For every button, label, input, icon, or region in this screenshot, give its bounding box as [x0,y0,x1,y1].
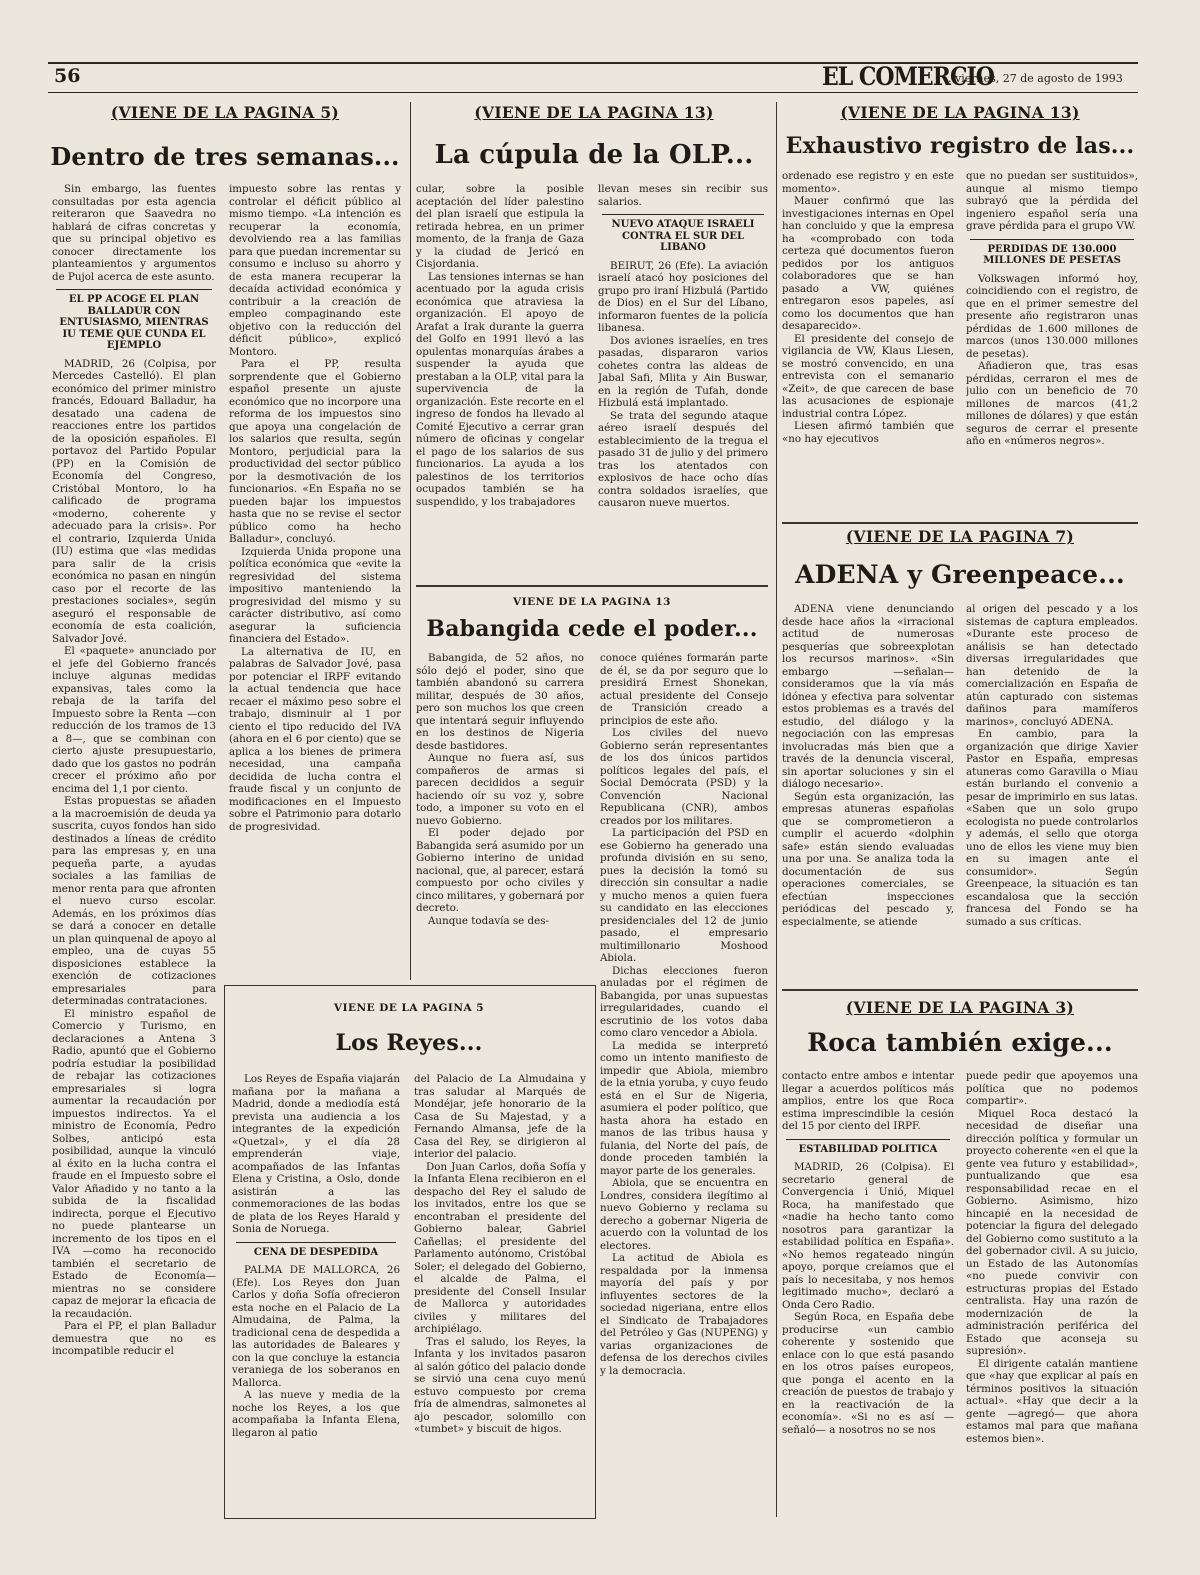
article-column [52,183,216,1518]
headline: Babangida cede el poder... [426,616,758,642]
article-column [416,652,584,977]
kicker: (VIENE DE LA PAGINA 3) [845,998,1075,1017]
kicker: (VIENE DE LA PAGINA 13) [840,103,1080,122]
paragraph: MADRID, 26 (Colpisa). El secretario general de Convergencia i Unió, Miquel Roca, ha manifestado que «nadie ha hecho tanto como nosotros para garantizar la estabilidad política en España». «No hemos regateado ningún apoyo, porque creíamos que el país lo necesitaba, y nos hemos legitimado mucho», declaró a Onda Cero Radio. [782,1161,954,1311]
paragraph: del Palacio de La Almudaina y tras saludar al Marqués de Mondéjar, jefe honorario de la Casa de Su Majestad, y a Fernando Almansa, jefe de la Casa del Rey, se dirigieron al interior del palacio. [414,1073,586,1160]
paragraph: Se trata del segundo ataque aéreo israelí después del establecimiento de la tregua el pasado 31 de julio y del primero tras los atentados con explosivos de hace ocho días contra soldados israelíes, que causaron nueve muertos. [598,409,768,509]
paragraph: Dos aviones israelíes, en tres pasadas, dispararon varios cohetes contra las aldeas de Jabal Safi, Mlita y Ain Buswar, en la región de Tufah, donde Hizbulá está implantado. [598,334,768,409]
subheading: EL PP ACOGE EL PLAN BALLADUR CON ENTUSIASMO, MIENTRAS IU TEME QUE CUNDA EL EJEMPLO [56,289,212,352]
masthead-logo: EL COMERCIO [822,62,994,92]
paragraph: Don Juan Carlos, doña Sofía y la Infanta Elena recibieron en el despacho del Rey el saludo de los invitados, entre los que se encontraban el presidente del Gobierno balear, Gabriel Cañellas; el presidente del Parlamento autónomo, Cristóbal Soler; el delegado del Gobierno, el alcalde de Palma, el presidente del Consell Insular de Mallorca y autoridades civiles y militares del archipiélago. [414,1160,586,1335]
headline: Exhaustivo registro de las... [785,133,1135,159]
paragraph: Las tensiones internas se han acentuado por la aguda crisis económica que atraviesa la organización. El apoyo de Arafat a Irak durante la guerra del Golfo en 1991 llevó a las opulentas monarquías árabes a suspender la ayuda que prestaban a la OLP, vital para la supervivencia de la organización. Este recorte en el ingreso de fondos ha llevado al Comité Ejecutivo a cerrar gran número de oficinas y congelar el pago de los salarios de sus funcionarios. La ayuda a los palestinos de los territorios ocupados también se ha suspendido, y los trabajadores [416,270,584,508]
paragraph: Abiola, que se encuentra en Londres, considera ilegítimo al nuevo Gobierno y reclama su derecho a gobernar Nigeria de acuerdo con la voluntad de los electores. [600,1177,768,1252]
paragraph: al origen del pescado y a los sistemas de captura empleados. «Durante este proceso de análisis se han detectado diversas irregularidades que han detenido de la comercialización en España de atún capturado con sistemas dañinos para mamíferos marinos», concluyó ADENA. [966,603,1138,728]
paragraph: El «paquete» anunciado por el jefe del Gobierno francés incluye algunas medidas expansivas, tales como la rebaja de la tarifa del Impuesto sobre la Renta —con reducción de los tramos de 13 a 8—, que se combinan con cierto ajuste presupuestario, dado que los gastos no podrán crecer el próximo año por encima del 1,1 por ciento. [52,645,216,795]
separator [410,102,411,980]
paragraph: Babangida, de 52 años, no sólo dejó el poder, sino que también abandonó su carrera militar, después de 30 años, pero son muchos los que creen que intentará seguir influyendo en los destinos de Nigeria desde bastidores. [416,652,584,752]
headline: Los Reyes... [335,1030,483,1056]
paragraph: Estas propuestas se añaden a la macroemisión de deuda ya suscrita, cuyos fondos han sido destinados a líneas de crédito para las empresas y, en una pequeña parte, a ayudas sociales a las familias de menor renta para que afronten el nuevo curso escolar. Además, en los próximos días se dará a conocer en detalle un plan quinquenal de apoyo al empleo, una de cuyas 55 disposiciones establece la exención de cotizaciones empresariales para determinadas contrataciones. [52,795,216,1007]
separator [776,102,777,1517]
page-number: 56 [54,65,81,87]
headline: ADENA y Greenpeace... [795,560,1125,589]
paragraph: Según esta organización, las empresas atuneras españolas que se comprometieron a cumplir el acuerdo «dolphin safe» están siendo evaluadas una por una. Se analiza toda la documentación de sus operaciones comerciales, se efectúan inspecciones periódicas del pescado y, especialmente, se atiende [782,790,954,928]
article-column [782,170,954,520]
paragraph: El ministro español de Comercio y Turismo, en declaraciones a Antena 3 Radio, apuntó que el Gobierno podría estudiar la posibilidad de rebajar las cotizaciones empresariales si logra aumentar la recaudación por impuestos indirectos. Ya el ministro de Economía, Pedro Solbes, anticipó esta posibilidad, aunque la vinculó al éxito en la lucha contra el fraude en el Impuesto sobre el Valor Añadido y no tanto a la subida de la fiscalidad indirecta, porque el Ejecutivo no puede plantearse un incremento de los tipos en el IVA —como ha reconocido también el secretario de Estado de Economía— mientras no se considere capaz de mejorar la eficacia de la recaudación. [52,1007,216,1320]
paragraph: El presidente del consejo de vigilancia de VW, Klaus Liesen, se mostró convencido, en una entrevista con el semanario «Zeit», de que carecen de base las acusaciones de espionaje industrial contra López. [782,332,954,420]
header-date: . viernes, 27 de agosto de 1993 [948,72,1123,85]
section-divider [416,585,768,587]
headline: Roca también exige... [807,1028,1113,1057]
paragraph: Para el PP, el plan Balladur demuestra que no es incompatible reducir el [52,1320,216,1357]
paragraph: BEIRUT, 26 (Efe). La aviación israelí atacó hoy posiciones del grupo pro iraní Hizbulá (Partido de Dios) en el Sur del Líbano, informaron fuentes de la policía libanesa. [598,259,768,334]
paragraph: puede pedir que apoyemos una política que no podemos compartir». [966,1070,1138,1107]
paragraph: llevan meses sin recibir sus salarios. [598,183,768,208]
article-column [600,652,768,1512]
paragraph: impuesto sobre las rentas y controlar el déficit público al mismo tiempo. «La intención es recuperar la economía, devolviendo rea a las familias para que puedan incrementar su consumo e incluso su ahorro y de esta manera recuperar la decaída actividad económica y contribuir a la creación de empleo compaginando este objetivo con la reducción del déficit público», explicó Montoro. [229,183,401,358]
paragraph: El dirigente catalán mantiene que «hay que explicar al país en términos positivos la situación actual». «Hay que decir a la gente —agregó— que ahora estamos mal para que mañana estemos bien». [966,1357,1138,1445]
header-rule-bottom [48,92,1138,93]
headline: Dentro de tres semanas... [50,142,400,171]
article-column [232,1073,400,1513]
paragraph: En cambio, para la organización que dirige Xavier Pastor en España, empresas atuneras como Garavilla o Miau están burlando el convenio a pesar de imprimirlo en sus latas. «Saben que un solo grupo ecologista no puede controlarlos y además, el sello que otorga uno de ellos les viene muy bien en su imagen ante el consumidor». Según Greenpeace, la situación es tan escandalosa que la sección francesa del Fondo se ha sumado a sus críticas. [966,728,1138,928]
paragraph: La actitud de Abiola es respaldada por la inmensa mayoría del país y por influyentes sectores de la sociedad nigeriana, entre ellos el Sindicato de Trabajadores del Petróleo y Gas (NUPENG) y varias organizaciones de defensa de los derechos civiles y la democracia. [600,1252,768,1377]
paragraph: Según Roca, en España debe producirse «un cambio coherente y sostenido que enlace con lo que está pasando en los otros países europeos, que ponga el acento en la creación de puestos de trabajo y en la reactivación de la economía». «Si no es así —señaló— a nosotros no se nos [782,1311,954,1436]
paragraph: Para el PP, resulta sorprendente que el Gobierno español presente un ajuste económico que no incorpore una reforma de los impuestos sino que apoya una congelación de los salarios que resulta, según Montoro, perjudicial para la productividad del sector público por la desmotivación de los funcionarios. «En España no se pueden bajar los impuestos hasta que no se revise el sector público como ha hecho Balladur», concluyó. [229,358,401,545]
paragraph: Los civiles del nuevo Gobierno serán representantes de los dos únicos partidos políticos legales del país, el Social Demócrata (PSD) y la Convención Nacional Republicana (CNR), ambos creados por los militares. [600,727,768,827]
kicker: (VIENE DE LA PAGINA 5) [110,103,340,122]
paragraph: PALMA DE MALLORCA, 26 (Efe). Los Reyes don Juan Carlos y doña Sofía ofrecieron esta noche en el Palacio de La Almudaina, de Palma, la tradicional cena de despedida a las autoridades de Baleares y con la que concluye la estancia veraniega de los soberanos en Mallorca. [232,1264,400,1389]
subheading: PERDIDAS DE 130.000 MILLONES DE PESETAS [970,239,1134,267]
paragraph: Liesen afirmó también que «no hay ejecutivos [782,420,954,445]
paragraph: Aunque todavía se des- [428,914,549,927]
kicker: VIENE DE LA PAGINA 5 [333,1002,485,1014]
paragraph: Dichas elecciones fueron anuladas por el régimen de Babangida, por unas supuestas irregularidades, cuando el escrutinio de los votos daba como claro vencedor a Abiola. [600,964,768,1039]
subheading: ESTABILIDAD POLITICA [786,1139,950,1156]
section-divider [782,989,1138,991]
paragraph: La medida se interpretó como un intento manifiesto de impedir que Abiola, miembro de la etnia yoruba, y cuyo feudo está en el Sur de Nigeria, asumiera el poder político, que hasta ahora ha estado en manos de las tribus hausa y fulania, del Norte del país, de donde proceden también la mayor parte de los generales. [600,1039,768,1177]
paragraph: A las nueve y media de la noche los Reyes, a los que acompañaba la Infanta Elena, llegaron al patio [232,1389,400,1439]
article-column [416,183,584,578]
paragraph: que no puedan ser sustituidos», aunque al mismo tiempo subrayó que la pérdida del ingeniero español sería una grave pérdida para el grupo VW. [966,170,1138,232]
subheading: NUEVO ATAQUE ISRAELI CONTRA EL SUR DEL LIBANO [602,214,764,254]
paragraph: Tras el saludo, los Reyes, la Infanta y los invitados pasaron al salón gótico del palacio donde se sirvió una cena cuyo menú estuvo compuesto por crema fría de almendras, salmonetes al ajo pescador, solomillo con «tumbet» y biscuit de higos. [414,1335,586,1435]
paragraph: Izquierda Unida propone una política económica que «evite la regresividad del sistema impositivo manteniendo la progresividad del mismo y su carácter distributivo, así como asegurar la suficiencia financiera del Estado». [229,545,401,645]
section-divider [782,522,1138,524]
paragraph: Los Reyes de España viajarán mañana por la mañana a Madrid, donde a mediodía está prevista una audiencia a los integrantes de la expedición «Quetzal», y el día 28 emprenderán viaje, acompañados de las Infantas Elena y Cristina, a Oslo, donde asistirán a las conmemoraciones de las bodas de plata de los Reyes Harald y Sonia de Noruega. [232,1073,400,1235]
article-column [966,1070,1138,1515]
kicker: (VIENE DE LA PAGINA 7) [845,527,1075,546]
article-column [966,170,1138,520]
kicker: (VIENE DE LA PAGINA 13) [474,103,714,122]
subheading: CENA DE DESPEDIDA [236,1242,396,1259]
paragraph: Aunque no fuera así, sus compañeros de armas si parecen decididos a seguir haciendo oír su voz y, sobre todo, a imponer su voto en el nuevo Gobierno. [416,752,584,827]
paragraph: cular, sobre la posible aceptación del líder palestino del plan israelí que estipula la retirada hebrea, en un primer momento, de la franja de Gaza y la ciudad de Jericó en Cisjordania. [416,183,584,270]
paragraph: Añadieron que, tras esas pérdidas, cerraron el mes de julio con un beneficio de 70 millones de marcos (41,2 millones de dólares) y que están seguros de cerrar el presente año en «números negros». [966,360,1138,447]
paragraph: conoce quiénes formarán parte de él, se da por seguro que lo presidirá Ernest Shonekan, actual presidente del Consejo de Transición creado a principios de este año. [600,652,768,727]
paragraph: contacto entre ambos e intentar llegar a acuerdos políticos más amplios, entre los que Roca estima imprescindible la cesión del 15 por ciento del IRPF. [782,1070,954,1132]
paragraph: El poder dejado por Babangida será asumido por un Gobierno interino de unidad nacional, que, al parecer, estará compuesto por ocho civiles y cinco militares, y gobernará por decreto. [416,827,584,914]
article-column [598,183,768,578]
article-column [966,603,1138,985]
paragraph: La participación del PSD en ese Gobierno ha generado una profunda división en su seno, pues la decisión la tomó su dirección sin consultar a nadie y mucho menos a quien fuera su candidato en las elecciones presidenciales del 12 de junio pasado, el empresario multimillonario Moshood Abiola. [600,827,768,964]
paragraph: Miquel Roca destacó la necesidad de diseñar una dirección política y formular un proyecto coherente «en el que la gente vea futuro y estabilidad», puntualizando que esa responsabilidad recae en el Gobierno. Asimismo, hizo hincapié en la necesidad de potenciar la figura del delegado del Gobierno como sustituto a la del gobernador civil. A su juicio, un Estado de las Autonomías «no puede convivir con estructuras propias del Estado centralista. Hay una razón de modernización de la administración periférica del Estado que aconseja su supresión». [966,1107,1138,1357]
article-column [782,603,954,985]
headline: La cúpula de la OLP... [434,140,754,170]
paragraph: Volkswagen informó hoy, coincidiendo con el registro, de que en el primer semestre del presente año registraron unas pérdidas de 1.600 millones de marcos (unos 130.000 millones de pesetas). [966,272,1138,360]
article-column [782,1070,954,1515]
kicker: VIENE DE LA PAGINA 13 [513,596,671,608]
paragraph: ADENA viene denunciando desde hace años la «irracional actitud de numerosas pesquerías que sobreexplotan los recursos marinos». «Sin embargo —señalan— consideramos que la vía más idónea y efectiva para solventar estos problemas es a través del estudio, del diálogo y la negociación con las empresas involucradas más bien que a través de la denuncia visceral, sin aportar soluciones y sin el diálogo necesario». [782,603,954,790]
paragraph: MADRID, 26 (Colpisa, por Mercedes Castelló). El plan económico del primer ministro francés, Edouard Balladur, ha desatado una cadena de reacciones entre los partidos de la oposición españoles. El portavoz del Partido Popular (PP) en la Comisión de Economía del Congreso, Cristóbal Montoro, lo ha calificado de programa «moderno, coherente y adecuado para la crisis». Por el contrario, Izquierda Unida (IU) estima que «las medidas para salir de la crisis económica no pasan en ningún caso por el recorte de las prestaciones sociales», según aseguró el responsable de economía de esta coalición, Salvador Jové. [52,357,216,645]
paragraph: La alternativa de IU, en palabras de Salvador Jové, pasa por potenciar el IRPF evitando la actual tendencia que hace recaer el máximo peso sobre el trabajo, disminuir al 1 por ciento el tipo reducido del IVA (ahora en el 6 por ciento) que se aplica a los bienes de primera necesidad, una campaña decidida de lucha contra el fraude fiscal y un conjunto de modificaciones en el Impuesto sobre el Patrimonio para dotarlo de progresividad. [229,645,401,833]
article-column [414,1073,586,1513]
paragraph: Mauer confirmó que las investigaciones internas en Opel han concluido y que la empresa ha «comprobado con toda certeza qué documentos fueron pedidos por los antiguos colaboradores que se han pasado a VW, quiénes entregaron esos papeles, así como los documentos que han desaparecido». [782,195,954,332]
article-column [229,183,401,973]
paragraph: ordenado ese registro y en este momento». [782,170,954,195]
paragraph: Sin embargo, las fuentes consultadas por esta agencia reiteraron que Saavedra no hablará de cifras concretas y que su principal objetivo es conocer directamente los planteamientos y argumentos de Pujol acerca de este asunto. [52,183,216,283]
